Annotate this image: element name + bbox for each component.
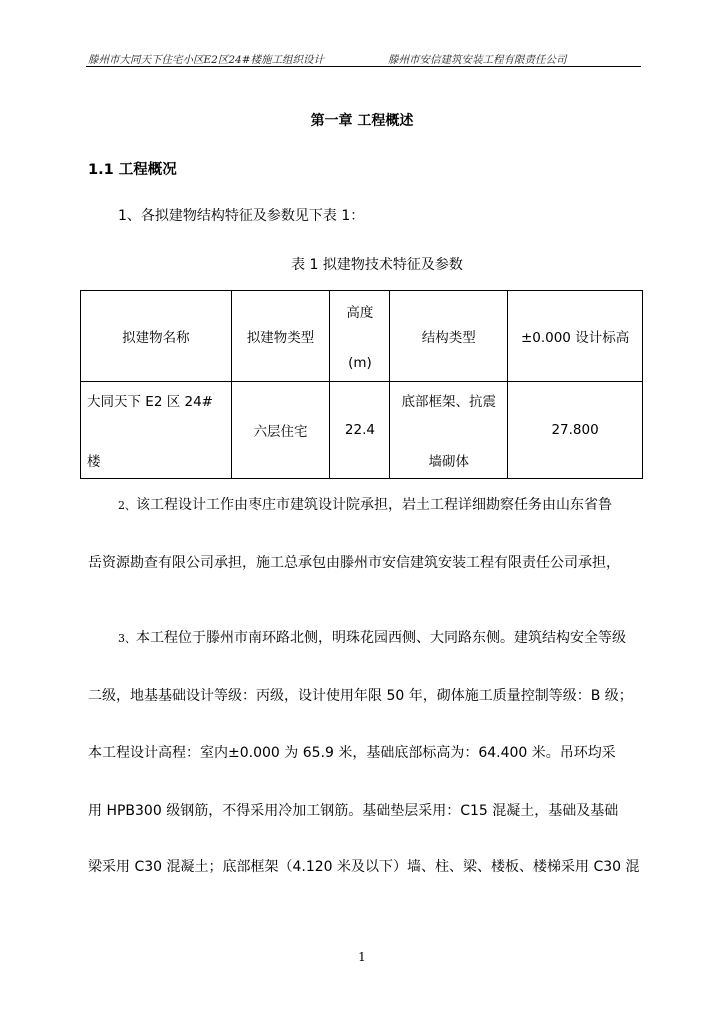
header-left-text: 滕州市大同天下住宅小区E2区24#楼施工组织设计 bbox=[88, 54, 325, 66]
paragraph-3-line-2: 二级，地基基础设计等级：丙级，设计使用年限 50 年，砌体施工质量控制等级：B 级； bbox=[88, 688, 633, 704]
paragraph-2-text-1: 该工程设计工作由枣庄市建筑设计院承担，岩土工程详细勘察任务由山东省鲁 bbox=[136, 497, 612, 513]
section-title: 1.1 工程概况 bbox=[88, 162, 177, 178]
header-type: 拟建物类型 bbox=[231, 291, 330, 382]
header-height-unit: (m) bbox=[348, 355, 372, 371]
cell-structure bbox=[390, 382, 508, 479]
paragraph-2-line-1 bbox=[118, 494, 678, 514]
header-elevation: ±0.000 设计标高 bbox=[508, 291, 643, 382]
intro-text: 1、各拟建物结构特征及参数见下表 1： bbox=[118, 208, 365, 224]
page-number: 1 bbox=[358, 950, 366, 964]
table-row bbox=[81, 382, 643, 479]
paragraph-2-number: 2、 bbox=[118, 499, 136, 512]
paragraph-3-line-5: 梁采用 C30 混凝土；底部框架（4.120 米及以下）墙、柱、梁、楼板、楼梯采用 C30 混 bbox=[88, 859, 640, 875]
header-divider bbox=[86, 66, 641, 67]
cell-structure-line2: 墙砌体 bbox=[428, 454, 470, 470]
paragraph-3-line-3: 本工程设计高程：室内±0.000 为 65.9 米，基础底部标高为：64.400 米。吊环均采 bbox=[88, 745, 616, 761]
paragraph-3-text-1: 本工程位于滕州市南环路北侧，明珠花园西侧、大同路东侧。建筑结构安全等级 bbox=[136, 630, 626, 646]
cell-type: 六层住宅 bbox=[231, 382, 330, 479]
paragraph-3-line-1 bbox=[118, 627, 678, 647]
spec-table bbox=[80, 290, 643, 479]
cell-structure-line1: 底部框架、抗震 bbox=[401, 394, 497, 410]
chapter-title: 第一章 工程概述 bbox=[310, 113, 414, 129]
cell-name bbox=[81, 382, 232, 479]
paragraph-2-line-2: 岳资源勘查有限公司承担，施工总承包由滕州市安信建筑安装工程有限责任公司承担， bbox=[88, 555, 620, 571]
paragraph-3-line-4: 用 HPB300 级钢筋，不得采用冷加工钢筋。基础垫层采用：C15 混凝土，基础及基础 bbox=[88, 803, 619, 819]
header-structure: 结构类型 bbox=[390, 291, 508, 382]
cell-elevation: 27.800 bbox=[508, 382, 643, 479]
cell-name-line1: 大同天下 E2 区 24# bbox=[87, 394, 213, 410]
table-header-row bbox=[81, 291, 643, 382]
table-caption: 表 1 拟建物技术特征及参数 bbox=[291, 257, 463, 273]
header-right-text: 滕州市安信建筑安装工程有限责任公司 bbox=[388, 54, 567, 66]
header-height-label: 高度 bbox=[346, 305, 374, 321]
paragraph-3-number: 3、 bbox=[118, 632, 136, 645]
cell-name-line2: 楼 bbox=[87, 454, 101, 470]
header-height bbox=[330, 291, 390, 382]
header-name: 拟建物名称 bbox=[81, 291, 232, 382]
cell-height: 22.4 bbox=[330, 382, 390, 479]
